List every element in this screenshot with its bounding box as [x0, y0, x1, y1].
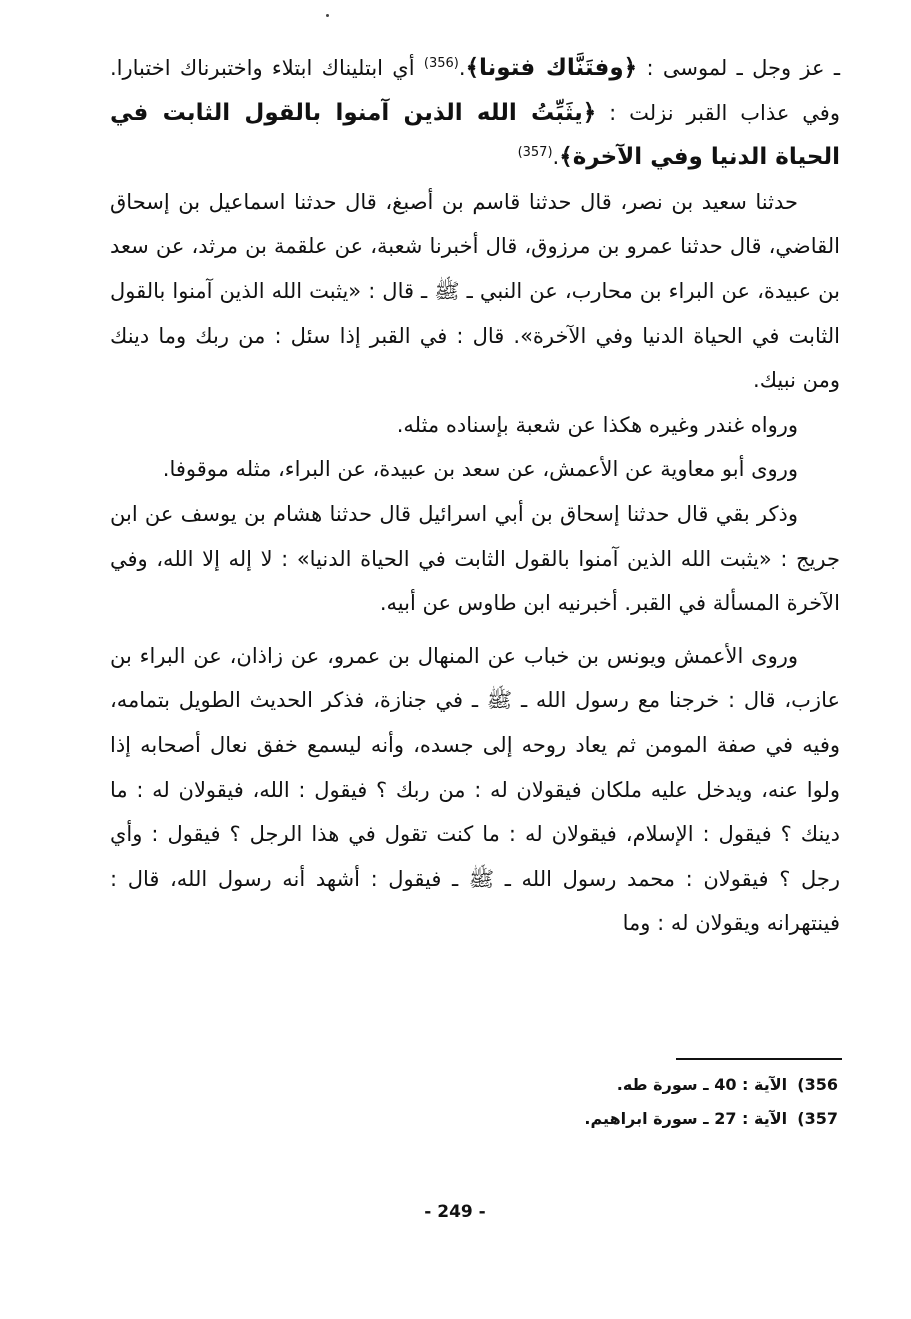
paragraph-p6	[110, 634, 840, 946]
footnote-text: الآية : 40 ـ سورة طه.	[616, 1075, 788, 1094]
footnote-line	[500, 1068, 838, 1102]
paragraph-p1	[110, 46, 840, 180]
print-speck	[326, 14, 329, 17]
paragraph-p2	[110, 180, 840, 403]
paragraph-text: .	[552, 145, 560, 170]
quran-verse: ﴿يثَبِّتُ الله الذين آمنوا بالقول الثابت في الحياة الدنيا وفي الآخرة﴾	[110, 99, 840, 171]
footnote-number: 356)	[797, 1075, 838, 1094]
paragraph-text: حدثنا سعيد بن نصر، قال حدثنا قاسم بن أصبغ، قال حدثنا اسماعيل بن إسحاق القاضي، قال حدثنا عمرو بن مرزوق، قال أخبرنا شعبة، عن علقمة بن مرثد، عن سعد بن عبيدة، عن البراء بن محارب، عن النبي ـ ﷺ ـ قال : «يثبت الله الذين آمنوا بالقول الثابت في الحياة الدنيا وفي الآخرة». قال : في القبر إذا سئل : من ربك وما دينك ومن نبيك.	[110, 189, 840, 393]
paragraph-text: ـ عز وجل ـ لموسى :	[637, 56, 841, 80]
footnotes-block	[500, 1068, 838, 1136]
quran-verse: ﴿وفتَنَّاك فتونا﴾	[465, 55, 638, 81]
paragraph-text: وذكر بقي قال حدثنا إسحاق بن أبي اسرائيل قال حدثنا هشام بن يوسف عن ابن جريج : «يثبت الله الذين آمنوا بالقول الثابت في الحياة الدنيا» : لا إله إلا الله، وفي الآخرة المسألة في القبر. أخبرنيه ابن طاوس عن أبيه.	[110, 501, 840, 616]
paragraph-p3	[110, 403, 840, 448]
footnote-separator	[676, 1058, 842, 1060]
paragraph-p5	[110, 492, 840, 626]
main-text-block	[110, 46, 840, 946]
footnote-reference: (357)	[517, 145, 553, 161]
paragraph-p4	[110, 447, 840, 492]
paragraph-text: ورواه غندر وغيره هكذا عن شعبة بإسناده مثله.	[396, 412, 798, 437]
paragraph-text: وروى أبو معاوية عن الأعمش، عن سعد بن عبيدة، عن البراء، مثله موقوفا.	[162, 457, 798, 482]
footnote-line	[500, 1102, 838, 1136]
footnote-number: 357)	[797, 1109, 838, 1128]
paragraph-text: أي ابتليناك ابتلاء واختبرناك اختبارا. وفي عذاب القبر نزلت :	[110, 56, 840, 125]
page-number: - 249 -	[424, 1202, 486, 1222]
footnote-text: الآية : 27 ـ سورة ابراهيم.	[584, 1109, 788, 1128]
paragraph-text: .	[458, 56, 466, 80]
paragraph-text: وروى الأعمش ويونس بن خباب عن المنهال بن عمرو، عن زاذان، عن البراء بن عازب، قال : خرجنا مع رسول الله ـ ﷺ ـ في جنازة، فذكر الحديث الطويل بتمامه، وفيه في صفة المومن ثم يعاد روحه إلى جسده، وأنه ليسمع خفق نعال أصحابه إذا ولوا عنه، ويدخل عليه ملكان فيقولان له : من ربك ؟ فيقول : الله، فيقولان له : ما دينك ؟ فيقول : الإسلام، فيقولان له : ما كنت تقول في هذا الرجل ؟ فيقول : وأي رجل ؟ فيقولان : محمد رسول الله ـ ﷺ ـ فيقول : أشهد أنه رسول الله، قال : فينتهرانه ويقولان له : وما	[110, 643, 840, 936]
footnote-reference: (356)	[423, 56, 459, 71]
